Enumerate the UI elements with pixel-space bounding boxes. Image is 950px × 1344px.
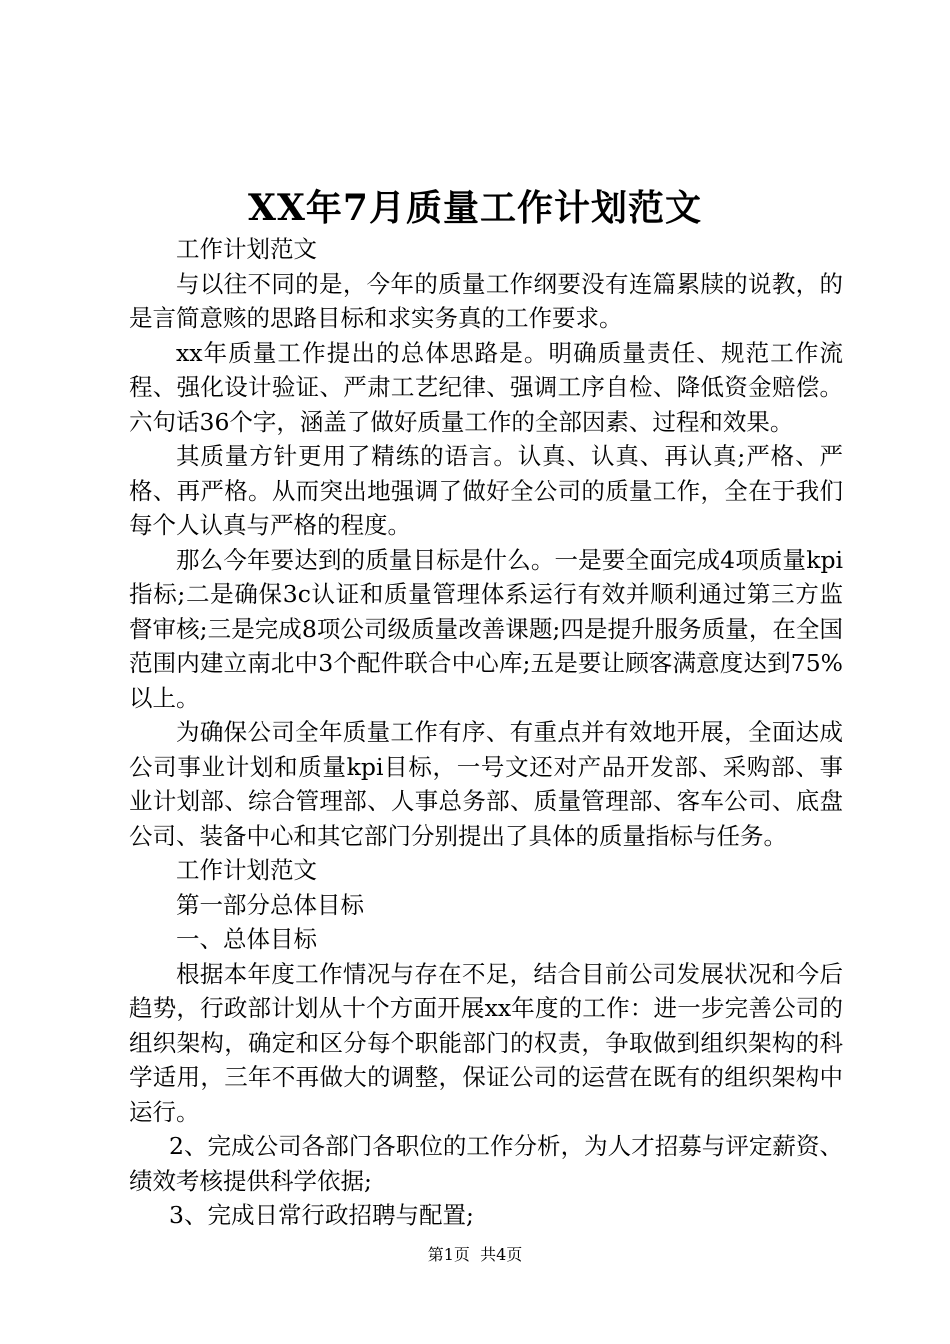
paragraph-heading: 工作计划范文 (176, 235, 317, 263)
paragraph: 与以往不同的是，今年的质量工作纲要没有连篇累牍的说教，的是言简意赅的思路目标和求实务真的工作要求。 (129, 269, 843, 332)
paragraph: 为确保公司全年质量工作有序、有重点并有效地开展，全面达成公司事业计划和质量kpi目标，一号文还对产品开发部、采购部、事业计划部、综合管理部、人事总务部、质量管理部、客车公司、底盘公司、装备中心和其它部门分别提出了具体的质量指标与任务。 (129, 718, 843, 850)
page-footer: 第1页 共4页 (427, 1245, 523, 1264)
list-item: 2、完成公司各部门各职位的工作分析，为人才招募与评定薪资、绩效考核提供科学依据; (129, 1132, 843, 1195)
paragraph: 根据本年度工作情况与存在不足，结合目前公司发展状况和今后趋势，行政部计划从十个方面开展xx年度的工作：进一步完善公司的组织架构，确定和区分每个职能部门的权责，争取做到组织架构的科学适用，三年不再做大的调整，保证公司的运营在既有的组织架构中运行。 (129, 959, 843, 1126)
paragraph: 其质量方针更用了精练的语言。认真、认真、再认真;严格、严格、再严格。从而突出地强调了做好全公司的质量工作，全在于我们每个人认真与严格的程度。 (129, 442, 843, 539)
document-body (129, 232, 843, 1233)
paragraph: xx年质量工作提出的总体思路是。明确质量责任、规范工作流程、强化设计验证、严肃工艺纪律、强调工序自检、降低资金赔偿。六句话36个字，涵盖了做好质量工作的全部因素、过程和效果。 (129, 338, 843, 436)
document-title: XX年7月质量工作计划范文 (248, 187, 702, 229)
list-item: 3、完成日常行政招聘与配置; (169, 1201, 474, 1229)
section-heading: 第一部分总体目标 (176, 890, 364, 919)
paragraph-heading: 工作计划范文 (176, 856, 317, 884)
section-heading: 一、总体目标 (176, 925, 317, 953)
paragraph: 那么今年要达到的质量目标是什么。一是要全面完成4项质量kpi指标;二是确保3c认证和质量管理体系运行有效并顺利通过第三方监督审核;三是完成8项公司级质量改善课题;四是提升服务质量，在全国范围内建立南北中3个配件联合中心库;五是要让顾客满意度达到75%以上。 (129, 545, 843, 712)
